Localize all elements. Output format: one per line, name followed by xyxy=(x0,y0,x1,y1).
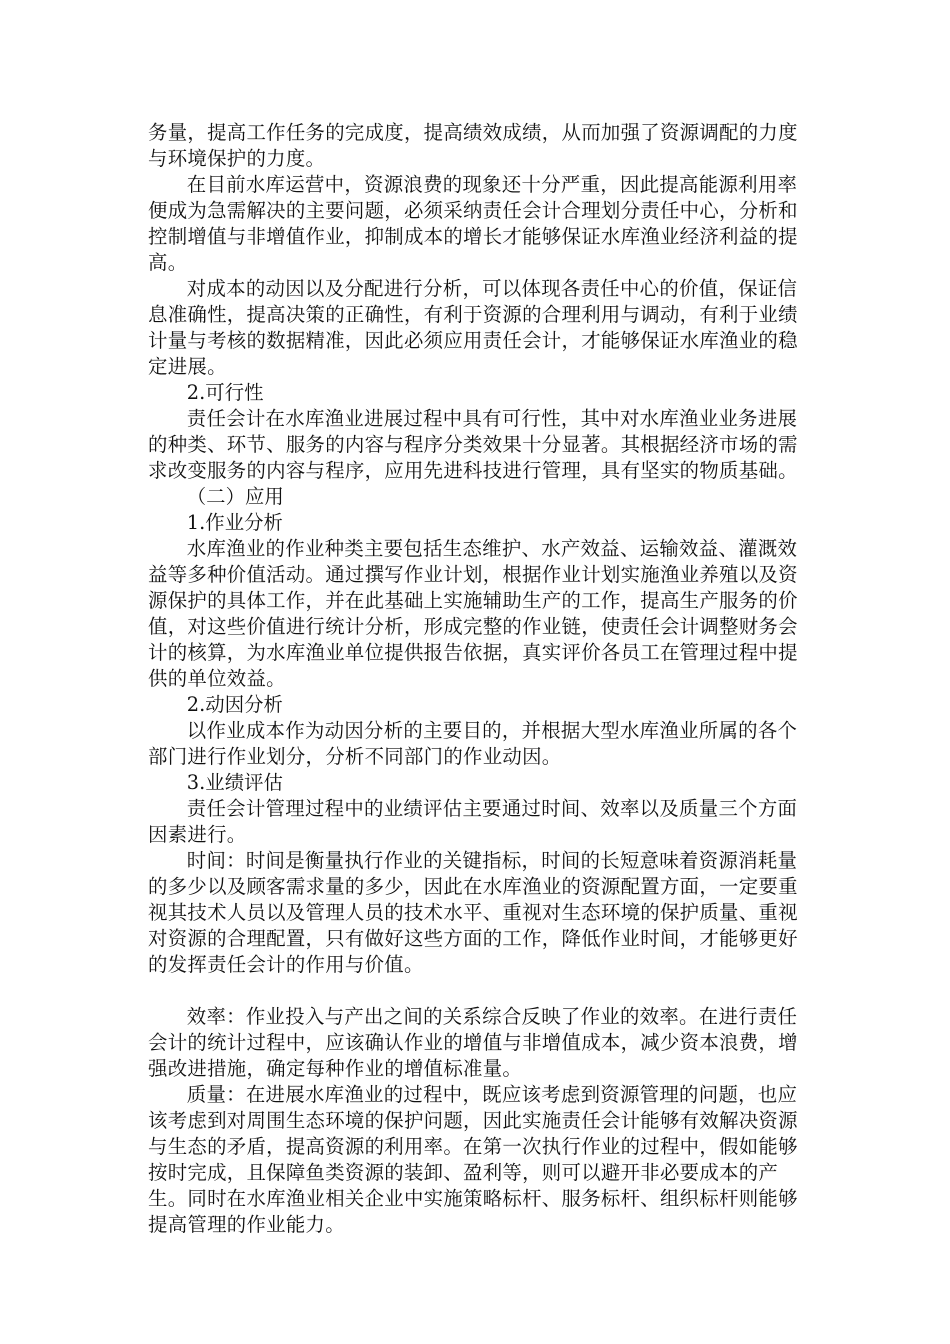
paragraph-activity-analysis: 水库渔业的作业种类主要包括生态维护、水产效益、运输效益、灌溉效益等多种价值活动。通过撰写作业计划，根据作业计划实施渔业养殖以及资源保护的具体工作，并在此基础上实施辅助生产的工作，提高生产服务的价值，对这些价值进行统计分析，形成完整的作业链，使责任会计调整财务会计的核算，为水库渔业单位提供报告依据，真实评价各员工在管理过程中提供的单位效益。 xyxy=(148,537,798,690)
paragraph-driver-analysis: 以作业成本作为动因分析的主要目的，并根据大型水库渔业所属的各个部门进行作业划分，分析不同部门的作业动因。 xyxy=(148,719,798,768)
heading-performance: 3.业绩评估 xyxy=(186,771,283,794)
paragraph-feasibility: 责任会计在水库渔业进展过程中具有可行性，其中对水库渔业业务进展的种类、环节、服务的内容与程序分类效果十分显著。其根据经济市场的需求改变服务的内容与程序，应用先进科技进行管理，具有坚实的物质基础。 xyxy=(148,407,798,482)
paragraph-time: 时间：时间是衡量执行作业的关键指标，时间的长短意味着资源消耗量的多少以及顾客需求量的多少，因此在水库渔业的资源配置方面，一定要重视其技术人员以及管理人员的技术水平、重视对生态环境的保护质量、重视对资源的合理配置，只有做好这些方面的工作，降低作业时间，才能够更好的发挥责任会计的作用与价值。 xyxy=(148,849,798,976)
paragraph-efficiency: 效率：作业投入与产出之间的关系综合反映了作业的效率。在进行责任会计的统计过程中，应该确认作业的增值与非增值成本，减少资本浪费，增强改进措施，确定每种作业的增值标准量。 xyxy=(148,1005,798,1080)
heading-activity-analysis: 1.作业分析 xyxy=(186,511,283,534)
heading-feasibility: 2.可行性 xyxy=(186,381,264,404)
document-page xyxy=(148,120,808,1238)
paragraph-resource-waste: 在目前水库运营中，资源浪费的现象还十分严重，因此提高能源利用率便成为急需解决的主要问题，必须采纳责任会计合理划分责任中心，分析和控制增值与非增值作业，抑制成本的增长才能够保证水库渔业经济利益的提高。 xyxy=(148,173,798,274)
heading-driver-analysis: 2.动因分析 xyxy=(186,693,283,716)
heading-application: （二）应用 xyxy=(186,485,284,508)
paragraph-continued: 务量，提高工作任务的完成度，提高绩效成绩，从而加强了资源调配的力度与环境保护的力度。 xyxy=(148,121,798,170)
paragraph-performance: 责任会计管理过程中的业绩评估主要通过时间、效率以及质量三个方面因素进行。 xyxy=(148,797,798,846)
paragraph-quality: 质量：在进展水库渔业的过程中，既应该考虑到资源管理的问题，也应该考虑到对周围生态环境的保护问题，因此实施责任会计能够有效解决资源与生态的矛盾，提高资源的利用率。在第一次执行作业的过程中，假如能够按时完成，且保障鱼类资源的装卸、盈利等，则可以避开非必要成本的产生。同时在水库渔业相关企业中实施策略标杆、服务标杆、组织标杆则能够提高管理的作业能力。 xyxy=(148,1083,798,1236)
paragraph-cost-driver: 对成本的动因以及分配进行分析，可以体现各责任中心的价值，保证信息准确性，提高决策的正确性，有利于资源的合理利用与调动，有利于业绩计量与考核的数据精准，因此必须应用责任会计，才能够保证水库渔业的稳定进展。 xyxy=(148,277,798,378)
paragraph-spacer xyxy=(148,978,808,1004)
